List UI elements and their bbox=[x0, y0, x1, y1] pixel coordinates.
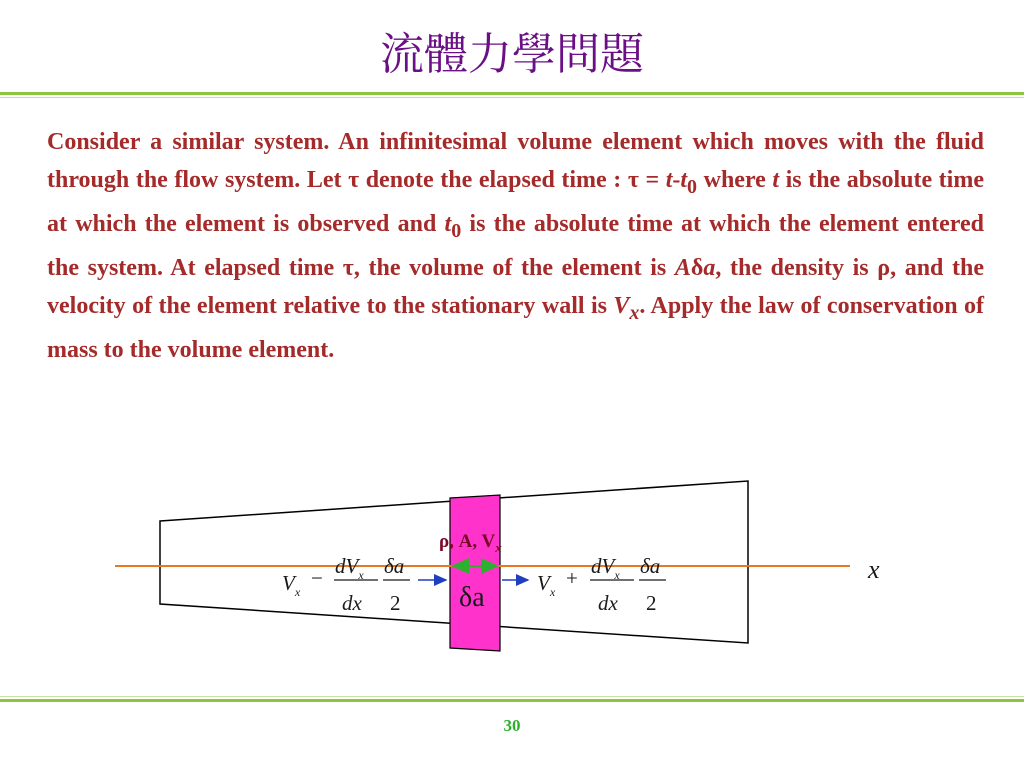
svg-text:+: + bbox=[566, 566, 578, 590]
svg-text:δa: δa bbox=[384, 554, 405, 578]
svg-text:dx: dx bbox=[598, 591, 618, 615]
element-properties-label: ρ, A, $V_x$ bbox=[439, 531, 502, 555]
svg-text:2: 2 bbox=[390, 591, 401, 615]
svg-text:dVx: $dV_x$ bbox=[591, 554, 620, 582]
slide-title: 流體力學問題 bbox=[380, 29, 644, 80]
bottom-divider bbox=[0, 699, 1024, 702]
svg-text:dx: dx bbox=[342, 591, 362, 615]
bottom-divider-thin bbox=[0, 696, 1024, 697]
problem-statement: Consider a similar system. An infinitesimal volume element which moves with the fluid through the flow system. Let τ denote the elapsed time : $\tau = t-t_0$ where t is the absolute time at which the element is observed and $t_0$ is the absolute time at which the element entered the system. At elapsed time τ, the volume of the element is Aδa, the density is ρ, and the velocity of the element relative to the stationary wall is $V_x$. Apply the law of conservation of mass to the volume element. bbox=[47, 129, 985, 363]
axis-label-x: x bbox=[868, 555, 880, 584]
svg-text:dVx: $dV_x$ bbox=[335, 554, 364, 582]
svg-text:δa: δa bbox=[640, 554, 661, 578]
svg-text:Vx: $V_x$ bbox=[537, 571, 556, 599]
svg-text:Vx: $V_x$ bbox=[282, 571, 301, 599]
svg-text:2: 2 bbox=[646, 591, 657, 615]
page-number: 30 bbox=[503, 716, 521, 735]
svg-text:−: − bbox=[311, 566, 323, 590]
volume-element bbox=[450, 495, 500, 651]
element-symbol: δa bbox=[459, 582, 485, 613]
